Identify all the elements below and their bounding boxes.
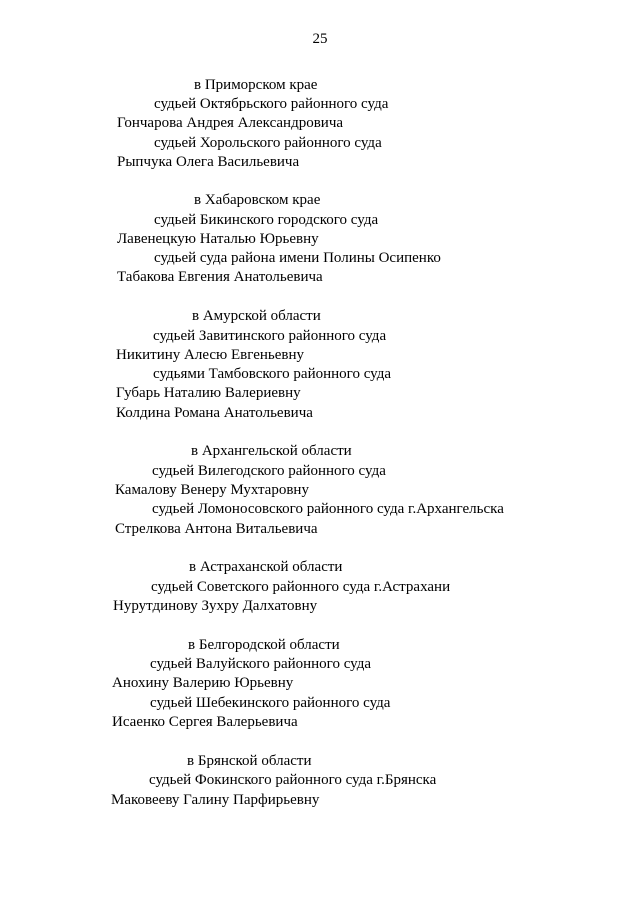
- judge-name: Рыпчука Олега Васильевича: [117, 154, 300, 170]
- region-heading: в Архангельской области: [191, 443, 352, 459]
- court-line: судьей Валуйского районного суда: [150, 656, 372, 672]
- judge-name: Анохину Валерию Юрьевну: [112, 675, 294, 691]
- court-line: судьей Советского районного суда г.Астрахани: [151, 579, 451, 595]
- judge-name: Гончарова Андрея Александровича: [117, 115, 344, 131]
- region-heading: в Брянской области: [187, 753, 312, 769]
- court-line: судьей суда района имени Полины Осипенко: [154, 250, 441, 266]
- judge-name: Никитину Алесю Евгеньевну: [116, 347, 304, 363]
- court-line: судьей Хорольского районного суда: [154, 135, 382, 151]
- region-heading: в Астраханской области: [189, 559, 343, 575]
- region-heading: в Хабаровском крае: [194, 192, 321, 208]
- judge-name: Стрелкова Антона Витальевича: [115, 521, 318, 537]
- region-heading: в Приморском крае: [194, 77, 318, 93]
- region-heading: в Амурской области: [192, 308, 321, 324]
- region-heading: в Белгородской области: [188, 637, 340, 653]
- court-line: судьей Октябрьского районного суда: [154, 96, 389, 112]
- judge-name: Губарь Наталию Валериевну: [116, 385, 301, 401]
- judge-name: Лавенецкую Наталью Юрьевну: [117, 231, 319, 247]
- page-number: 25: [312, 31, 328, 47]
- judge-name: Исаенко Сергея Валерьевича: [112, 714, 298, 730]
- judge-name: Табакова Евгения Анатольевича: [117, 269, 323, 285]
- court-line: судьей Шебекинского районного суда: [150, 695, 391, 711]
- judge-name: Колдина Романа Анатольевича: [116, 405, 313, 421]
- court-line: судьей Фокинского районного суда г.Брянска: [149, 772, 437, 788]
- judge-name: Маковееву Галину Парфирьевну: [111, 792, 320, 808]
- court-line: судьей Вилегодского районного суда: [152, 463, 386, 479]
- court-line: судьей Завитинского районного суда: [153, 328, 387, 344]
- court-line: судьей Бикинского городского суда: [154, 212, 379, 228]
- judge-name: Камалову Венеру Мухтаровну: [115, 482, 309, 498]
- court-line: судьями Тамбовского районного суда: [153, 366, 392, 382]
- judge-name: Нурутдинову Зухру Далхатовну: [113, 598, 318, 614]
- court-line: судьей Ломоносовского районного суда г.Архангельска: [152, 501, 504, 517]
